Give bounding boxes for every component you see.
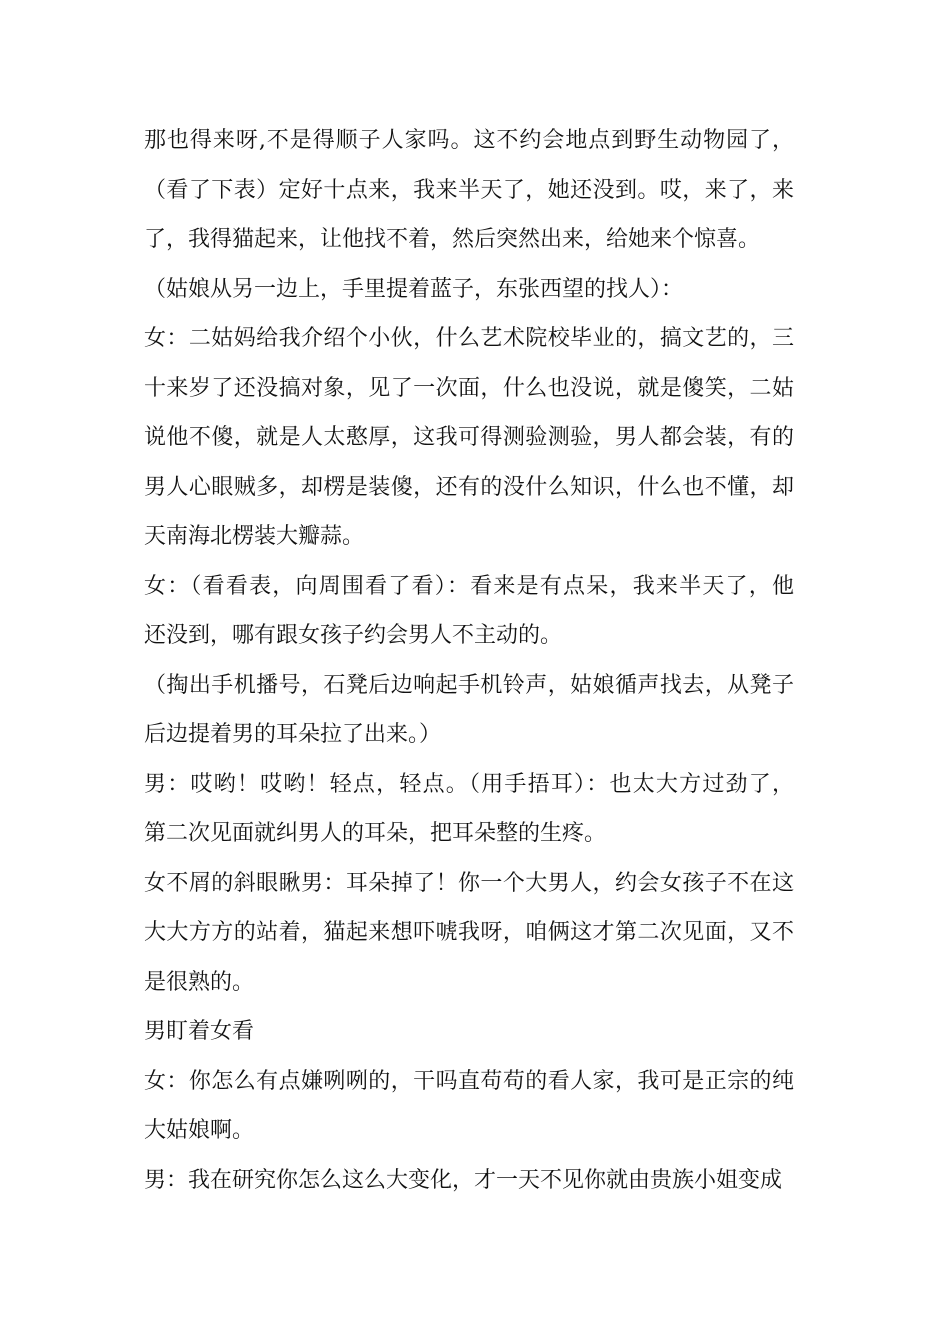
paragraph — [144, 265, 794, 315]
text-line: 女：（看看表，向周围看了看）：看来是有点呆，我来半天了，他 — [144, 573, 794, 599]
text-line: 了，我得猫起来，让他找不着，然后突然出来，给她来个惊喜。 — [144, 227, 761, 252]
text-line: （姑娘从另一边上，手里提着蓝子，东张西望的找人）： — [144, 276, 684, 302]
paragraph — [144, 859, 794, 1008]
paragraph — [144, 760, 794, 859]
paragraph — [144, 1007, 794, 1057]
text-line: 是很熟的。 — [144, 969, 255, 995]
text-line: 那也得来呀,不是得顺子人家吗。这不约会地点到野生动物园了， — [144, 128, 794, 153]
document-body — [144, 116, 794, 1205]
text-line: 天南海北楞装大瓣蒜。 — [144, 524, 365, 549]
text-line: （掏出手机播号，石凳后边响起手机铃声，姑娘循声找去，从凳子 — [144, 672, 794, 698]
paragraph — [144, 1156, 794, 1206]
text-line: 说他不傻，就是人太憨厚，这我可得测验测验，男人都会装，有的 — [144, 425, 794, 450]
text-line: 女不屑的斜眼瞅男：耳朵掉了！你一个大男人，约会女孩子不在这 — [144, 870, 794, 896]
text-line: （看了下表）定好十点来，我来半天了，她还没到。哎，来了，来 — [144, 177, 794, 203]
text-line: 后边提着男的耳朵拉了出来。） — [144, 722, 442, 747]
text-line: 男人心眼贼多，却楞是装傻，还有的没什么知识，什么也不懂，却 — [144, 474, 794, 500]
text-line: 第二次见面就纠男人的耳朵，把耳朵整的生疼。 — [144, 821, 607, 846]
text-line: 十来岁了还没搞对象，见了一次面，什么也没说，就是傻笑，二姑 — [144, 375, 794, 401]
text-line: 男盯着女看 — [144, 1019, 255, 1044]
text-line: 女：二姑妈给我介绍个小伙，什么艺术院校毕业的，搞文艺的，三 — [144, 326, 794, 351]
text-line: 女：你怎么有点嫌咧咧的，干吗直苟苟的看人家，我可是正宗的纯 — [144, 1068, 794, 1094]
paragraph — [144, 116, 794, 265]
paragraph — [144, 1057, 794, 1156]
text-line: 男：哎哟！哎哟！轻点，轻点。（用手捂耳）：也太大方过劲了， — [144, 771, 794, 797]
paragraph — [144, 562, 794, 661]
text-line: 大大方方的站着，猫起来想吓唬我呀，咱俩这才第二次见面，又不 — [144, 920, 794, 945]
text-line: 大姑娘啊。 — [144, 1118, 255, 1143]
text-line: 还没到，哪有跟女孩子约会男人不主动的。 — [144, 623, 563, 648]
paragraph — [144, 314, 794, 562]
text-line: 男：我在研究你怎么这么大变化，才一天不见你就由贵族小姐变成 — [144, 1167, 783, 1193]
paragraph — [144, 661, 794, 760]
